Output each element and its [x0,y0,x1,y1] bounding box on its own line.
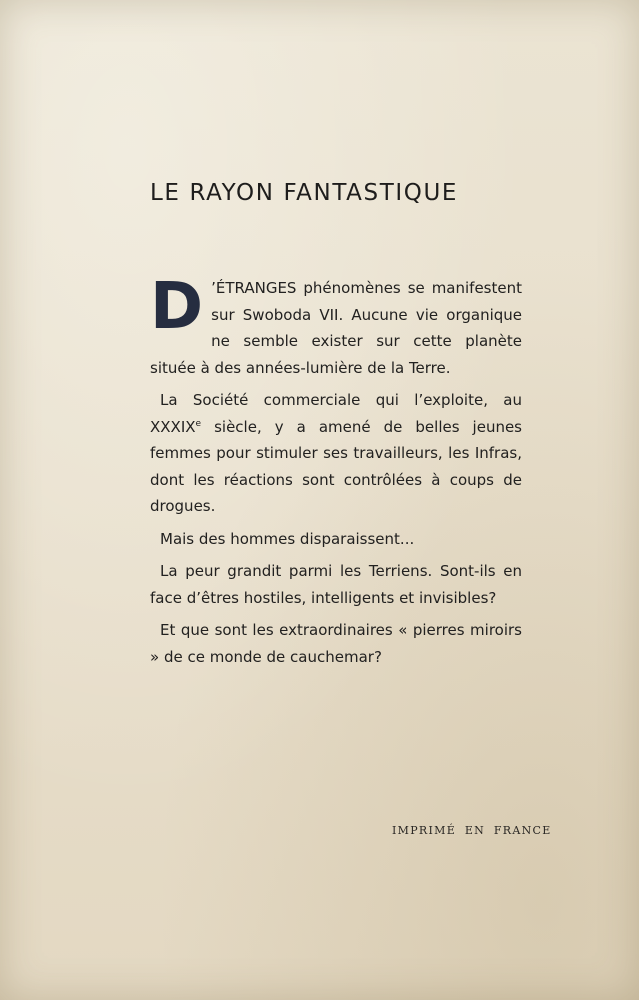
imprint-notice: IMPRIMÉ EN FRANCE [392,824,552,837]
blurb-paragraph-3: Mais des hommes disparaissent... [160,529,415,548]
blurb-paragraph-2-text-a: La Société commerciale qui l’exploite, au XXXIX [150,391,522,436]
blurb-paragraph-4: La peur grandit parmi les Terriens. Sont-ils en face d’êtres hostiles, intelligents et invisibles? [150,562,522,607]
blurb-paragraph-2 [150,387,522,520]
series-title: LE RAYON FANTASTIQUE [150,180,459,206]
blurb-paragraph-1 [150,270,522,381]
blurb-paragraph-2-text-b: siècle, y a amené de belles jeunes femmes pour stimuler ses travailleurs, les Infras, dont les réactions sont contrôlées à coups de drogues. [150,417,522,515]
blurb-paragraph-5: Et que sont les extraordinaires « pierres miroirs » de ce monde de cauchemar? [150,621,522,666]
century-superscript: e [195,418,202,429]
blurb-paragraph-1-text: ’ÉTRANGES phénomènes se manifestent sur Swoboda VII. Aucune vie organique ne semble exister sur cette planète située à des années-lumière de la Terre. [150,279,522,377]
blurb-text [150,270,522,676]
drop-cap: D [150,270,204,344]
